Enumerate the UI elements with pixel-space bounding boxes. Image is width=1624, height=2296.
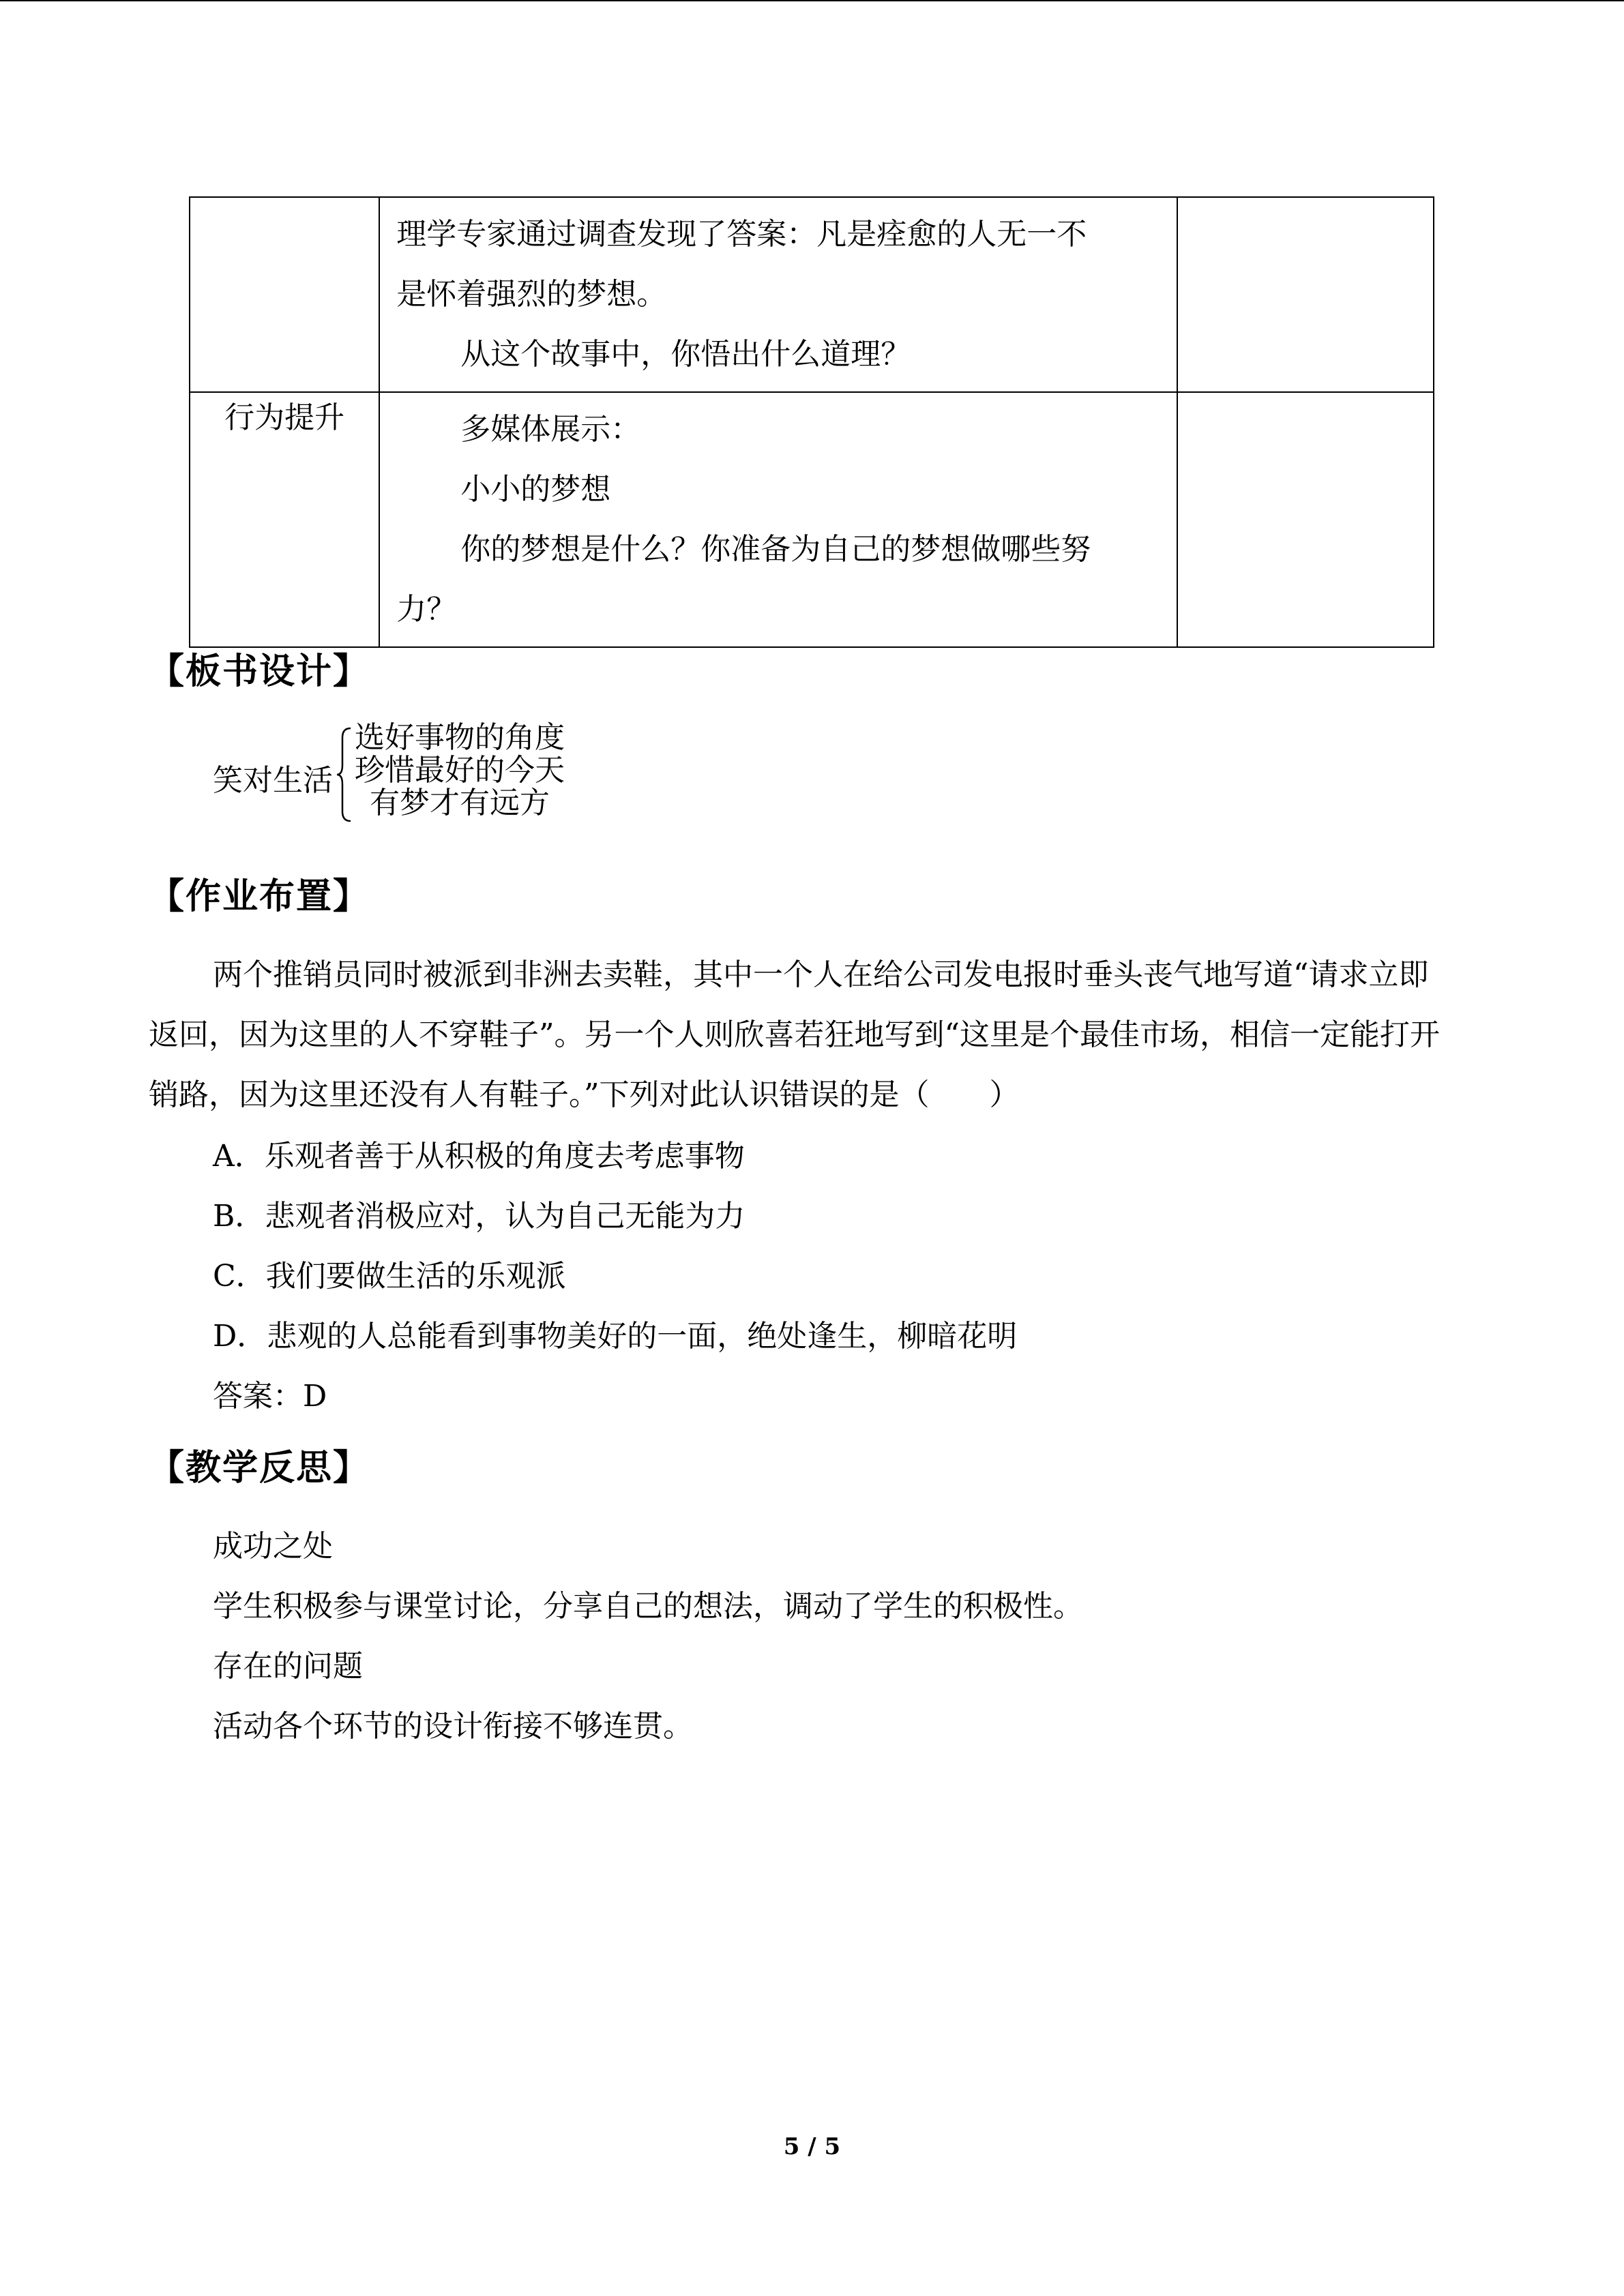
page-number: 5 / 5	[783, 2133, 841, 2160]
stage-label: 行为提升	[224, 400, 345, 435]
option-b: B．悲观者消极应对，认为自己无能为力	[213, 1199, 745, 1234]
table-cell-content	[379, 197, 1177, 392]
board-items	[355, 721, 565, 820]
board-item: 选好事物的角度	[355, 720, 565, 755]
table-cell-label	[190, 197, 379, 392]
problem-title: 存在的问题	[213, 1649, 363, 1684]
content-line: 多媒体展示：	[460, 412, 641, 447]
content-line: 小小的梦想	[460, 472, 611, 507]
option-d: D．悲观的人总能看到事物美好的一面，绝处逢生，柳暗花明	[213, 1319, 1018, 1354]
content-line: 是怀着强烈的梦想。	[396, 277, 667, 312]
homework-heading: 【作业布置】	[149, 876, 370, 917]
content-line: 你的梦想是什么？你准备为自己的梦想做哪些努	[460, 532, 1091, 567]
lesson-plan-table	[189, 196, 1434, 648]
table-cell-notes	[1177, 197, 1434, 392]
table-cell-label	[190, 392, 379, 647]
content-line: 力？	[396, 592, 457, 627]
success-text: 学生积极参与课堂讨论，分享自己的想法，调动了学生的积极性。	[213, 1589, 1083, 1624]
board-item: 有梦才有远方	[370, 786, 550, 820]
table-cell-notes	[1177, 392, 1434, 647]
problem-text: 活动各个环节的设计衔接不够连贯。	[213, 1709, 693, 1744]
content-line: 理学专家通过调查发现了答案：凡是痊愈的人无一不	[396, 217, 1087, 252]
option-a: A．乐观者善于从积极的角度去考虑事物	[213, 1139, 745, 1174]
board-root-label: 笑对生活	[213, 763, 333, 798]
table-cell-content	[379, 392, 1177, 647]
curly-brace-icon	[336, 727, 352, 822]
option-c: C．我们要做生活的乐观派	[213, 1259, 566, 1294]
board-design-heading: 【板书设计】	[149, 651, 370, 692]
table-row	[190, 197, 1434, 392]
board-item: 珍惜最好的今天	[355, 753, 565, 788]
content-line: 从这个故事中，你悟出什么道理？	[460, 337, 911, 372]
homework-question: 两个推销员同时被派到非洲去卖鞋，其中一个人在给公司发电报时垂头丧气地写道“请求立即返回，因为这里的人不穿鞋子”。另一个人则欣喜若狂地写到“这里是个最佳市场，相信一定能打开销路，因为这里还没有人有鞋子。”下列对此认识错误的是（ ）	[149, 957, 1440, 1112]
table-row	[190, 392, 1434, 647]
reflection-heading: 【教学反思】	[149, 1448, 370, 1489]
success-title: 成功之处	[213, 1529, 333, 1564]
answer-text: 答案：D	[213, 1379, 327, 1414]
